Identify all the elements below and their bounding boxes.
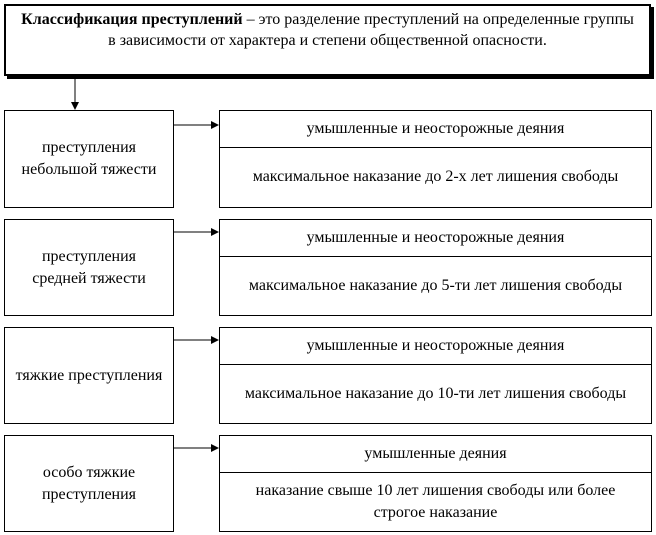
definition-box <box>4 4 651 76</box>
punishment-label: максимальное наказание до 10-ти лет лишения свободы <box>244 384 627 402</box>
category-box-medium <box>4 219 174 316</box>
category-label: преступления средней тяжести <box>32 247 146 287</box>
category-label: особо тяжкие преступления <box>41 463 137 503</box>
intent-label: умышленные и неосторожные деяния <box>220 111 651 148</box>
detail-box-medium <box>219 219 652 316</box>
detail-box-especially-grave <box>219 435 652 532</box>
punishment-label: максимальное наказание до 5-ти лет лишения свободы <box>248 276 623 294</box>
intent-label: умышленные и неосторожные деяния <box>220 220 651 257</box>
intent-label: умышленные деяния <box>220 436 651 473</box>
category-box-minor <box>4 110 174 208</box>
punishment-label: максимальное наказание до 2-х лет лишения свободы <box>252 168 619 185</box>
category-box-especially-grave <box>4 435 174 532</box>
detail-box-grave <box>219 327 652 424</box>
category-box-grave <box>4 327 174 424</box>
definition-text: – это разделение преступлений на определенные группы в зависимости от характера и степени общественной опасности. <box>108 11 634 49</box>
detail-box-minor <box>219 110 652 208</box>
intent-label: умышленные и неосторожные деяния <box>220 328 651 365</box>
definition-term: Классификация преступлений <box>21 11 243 28</box>
category-label: преступления небольшой тяжести <box>21 139 157 178</box>
category-label: тяжкие преступления <box>15 366 163 384</box>
punishment-label: наказание свыше 10 лет лишения свободы или более строгое наказание <box>255 481 616 521</box>
